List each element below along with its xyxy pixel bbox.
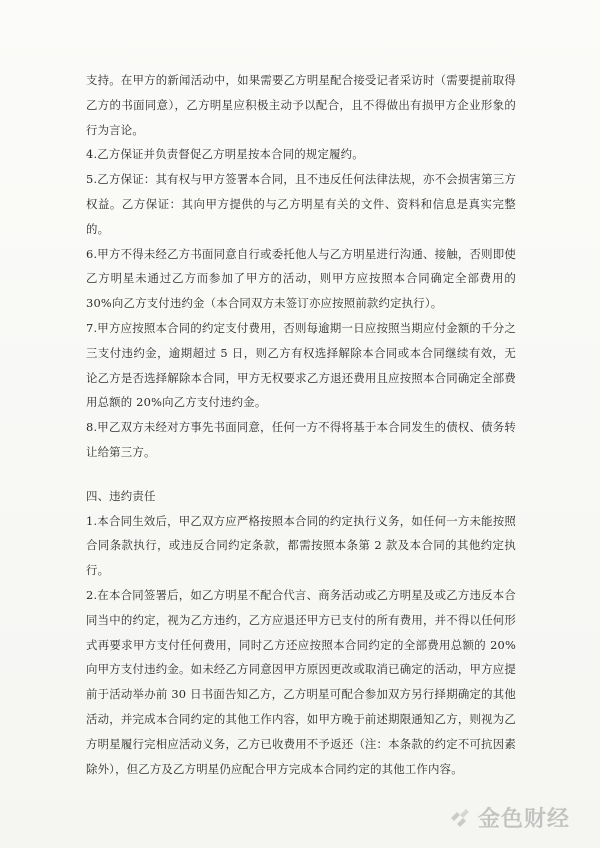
section-title-liability: 四、违约责任 <box>86 488 156 503</box>
paragraph-support: 支持。在甲方的新闻活动中，如果需要乙方明星配合接受记者采访时（需要提前取得乙方的书面同意），乙方明星应积极主动予以配合，且不得做出有损甲方企业形象的行为言论。 <box>86 73 516 137</box>
jinse-logo-icon <box>448 806 472 830</box>
watermark <box>448 802 570 833</box>
clause-4: 4.乙方保证并负责督促乙方明星按本合同的规定履约。 <box>86 147 364 162</box>
contract-body <box>86 68 516 781</box>
clause-7: 7.甲方应按照本合同的约定支付费用，否则每逾期一日应按照当期应付金额的千分之三支付违约金，逾期超过 5 日，则乙方有权选择解除本合同或本合同继续有效，无论乙方是否选择解除本合同，甲方无权要求乙方退还费用且应按照本合同确定全部费用总额的 20%向乙方支付违约金。 <box>86 320 516 410</box>
clause-8: 8.甲乙双方未经对方事先书面同意，任何一方不得将基于本合同发生的债权、债务转让给第三方。 <box>86 420 516 459</box>
liability-clause-1: 1.本合同生效后，甲乙双方应严格按照本合同的约定执行义务，如任何一方未能按照合同条款执行，或违反合同约定条款，都需按照本条第 2 款及本合同的其他约定执行。 <box>86 513 516 578</box>
liability-clause-2: 2.在本合同签署后，如乙方明星不配合代言、商务活动或乙方明星及或乙方违反本合同当中的约定，视为乙方违约，乙方应退还甲方已支付的所有费用，并不得以任何形式再要求甲方支付任何费用，同时乙方还应按照本合同约定的全部费用总额的 20%向甲方支付违约金。如未经乙方同意因甲方原因更改或取消已确定的活动，甲方应提前于活动举办前 30 日书面告知乙方，乙方明星可配合参加双方另行择期确定的其他活动，并完成本合同约定的其他工作内容，如甲方晚于前述期限通知乙方，则视为乙方明星履行完相应活动义务，乙方已收费用不予返还（注：本条款的约定不可抗因素除外），但乙方及乙方明星仍应配合甲方完成本合同约定的其他工作内容。 <box>86 587 516 776</box>
clause-5: 5.乙方保证：其有权与甲方签署本合同，且不违反任何法律法规，亦不会损害第三方权益。乙方保证：其向甲方提供的与乙方明星有关的文件、资料和信息是真实完整的。 <box>86 172 516 236</box>
clause-6: 6.甲方不得未经乙方书面同意自行或委托他人与乙方明星进行沟通、接触，否则即使乙方明星未通过乙方而参加了甲方的活动，则甲方应按照本合同确定全部费用的 30%向乙方支付违约金（本合同双方未签订亦应按照前款约定执行）。 <box>86 246 516 311</box>
watermark-text: 金色财经 <box>477 807 570 832</box>
